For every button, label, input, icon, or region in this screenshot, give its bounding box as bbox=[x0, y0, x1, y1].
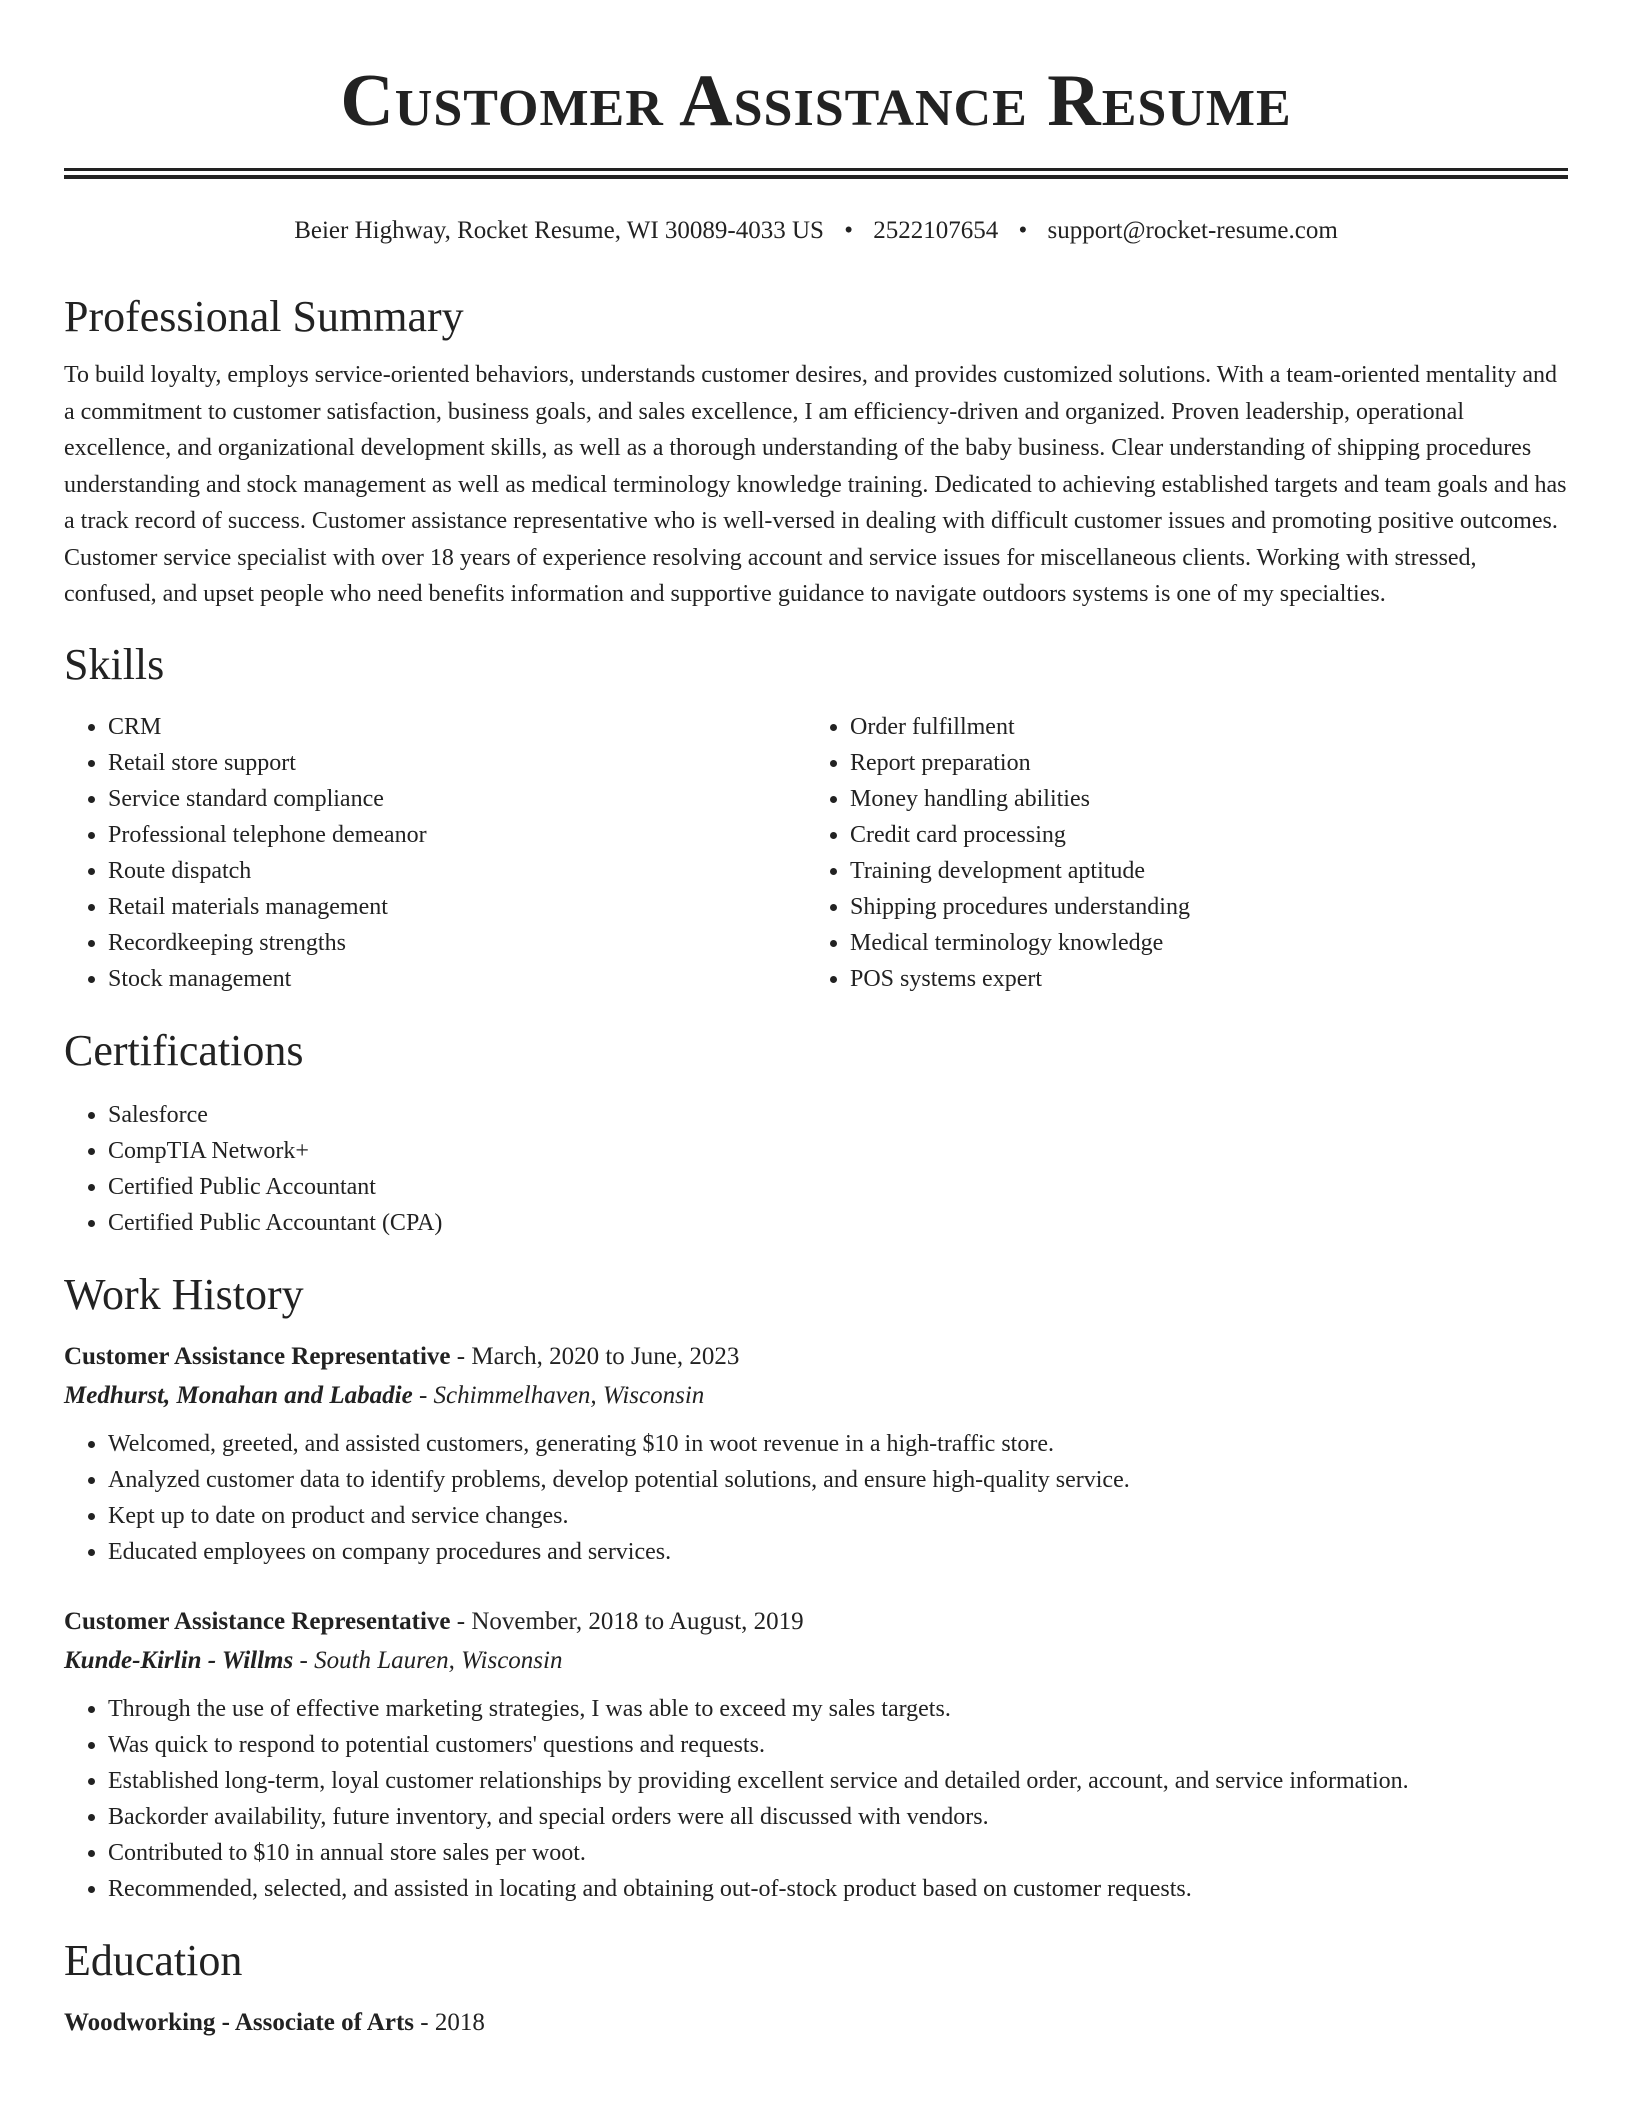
skill-item: • Stock management bbox=[108, 961, 806, 997]
skills-heading: Skills bbox=[64, 639, 165, 689]
skills-column-right bbox=[806, 709, 1548, 997]
job-duty-item: • Educated employees on company procedures and services. bbox=[108, 1534, 1568, 1570]
skill-item: • Training development aptitude bbox=[850, 853, 1548, 889]
skill-item: • Retail materials management bbox=[108, 889, 806, 925]
contact-address: Beier Highway, Rocket Resume, WI 30089-4033 US bbox=[294, 217, 824, 244]
job-duty-item: • Was quick to respond to potential customers' questions and requests. bbox=[108, 1727, 1568, 1763]
skill-item: • Retail store support bbox=[108, 745, 806, 781]
job-duty-item: • Analyzed customer data to identify problems, develop potential solutions, and ensure high-quality service. bbox=[108, 1462, 1568, 1498]
job-title-line bbox=[64, 1339, 1568, 1375]
company-location: - South Lauren, Wisconsin bbox=[293, 1646, 563, 1674]
education-entry bbox=[64, 2005, 1568, 2041]
skill-item: • Recordkeeping strengths bbox=[108, 925, 806, 961]
contact-email: support@rocket-resume.com bbox=[1047, 217, 1338, 244]
contact-line bbox=[64, 215, 1568, 247]
company-location: - Schimmelhaven, Wisconsin bbox=[412, 1381, 705, 1409]
certification-item: • Certified Public Accountant bbox=[108, 1169, 1568, 1205]
skill-item: • Medical terminology knowledge bbox=[850, 925, 1548, 961]
company-line bbox=[64, 1378, 1568, 1414]
skill-item: • Professional telephone demeanor bbox=[108, 817, 806, 853]
contact-separator: • bbox=[1018, 217, 1028, 244]
education-degree: Woodworking - Associate of Arts bbox=[64, 2008, 414, 2036]
skills-grid bbox=[64, 709, 1568, 997]
job-duty-item: • Recommended, selected, and assisted in locating and obtaining out-of-stock product based on customer requests. bbox=[108, 1871, 1568, 1907]
skill-item: • Report preparation bbox=[850, 745, 1548, 781]
skill-item: • Service standard compliance bbox=[108, 781, 806, 817]
certification-item: • CompTIA Network+ bbox=[108, 1133, 1568, 1169]
certification-item: • Salesforce bbox=[108, 1097, 1568, 1133]
job-title: Customer Assistance Representative bbox=[64, 1607, 451, 1635]
education-heading: Education bbox=[64, 1935, 243, 1985]
job-duty-item: • Backorder availability, future inventory, and special orders were all discussed with vendors. bbox=[108, 1799, 1568, 1835]
skill-item: • Route dispatch bbox=[108, 853, 806, 889]
job-duties-list bbox=[64, 1426, 1568, 1570]
job-entry bbox=[64, 1604, 1568, 1907]
education-year: - 2018 bbox=[414, 2008, 485, 2036]
job-duty-item: • Welcomed, greeted, and assisted customers, generating $10 in woot revenue in a high-traffic store. bbox=[108, 1426, 1568, 1462]
skill-item: • CRM bbox=[108, 709, 806, 745]
job-title-line bbox=[64, 1604, 1568, 1640]
company-line bbox=[64, 1643, 1568, 1679]
company-name: Medhurst, Monahan and Labadie bbox=[64, 1381, 413, 1409]
job-entry bbox=[64, 1339, 1568, 1570]
skill-item: • Credit card processing bbox=[850, 817, 1548, 853]
skills-list-right bbox=[806, 709, 1548, 997]
job-dates: - November, 2018 to August, 2019 bbox=[450, 1607, 804, 1635]
resume-title: Customer Assistance Resume bbox=[340, 60, 1292, 142]
skills-column-left bbox=[64, 709, 806, 997]
certifications-list bbox=[64, 1097, 1568, 1241]
job-duty-item: • Kept up to date on product and service changes. bbox=[108, 1498, 1568, 1534]
work-history-heading: Work History bbox=[64, 1269, 304, 1319]
job-dates: - March, 2020 to June, 2023 bbox=[450, 1342, 740, 1370]
summary-text: To build loyalty, employs service-oriented behaviors, understands customer desires, and provides customized solutions. With a team-oriented mentality and a commitment to customer satisfaction, business goals, and sales excellence, I am efficiency-driven and organized. Proven leadership, operational excellence, and organizational development skills, as well as a thorough understanding of the baby business. Clear understanding of shipping procedures understanding and stock management as well as medical terminology knowledge training. Dedicated to achieving established targets and team goals and has a track record of success. Customer assistance representative who is well-versed in dealing with difficult customer issues and promoting positive outcomes. Customer service specialist with over 18 years of experience resolving account and service issues for miscellaneous clients. Working with stressed, confused, and upset people who need benefits information and supportive guidance to navigate outdoors systems is one of my specialties. bbox=[64, 362, 1567, 607]
company-name: Kunde-Kirlin - Willms bbox=[64, 1646, 294, 1674]
job-duties-list bbox=[64, 1691, 1568, 1907]
job-duty-item: • Contributed to $10 in annual store sales per woot. bbox=[108, 1835, 1568, 1871]
job-duty-item: • Through the use of effective marketing strategies, I was able to exceed my sales targets. bbox=[108, 1691, 1568, 1727]
skill-item: • Order fulfillment bbox=[850, 709, 1548, 745]
certification-item: • Certified Public Accountant (CPA) bbox=[108, 1205, 1568, 1241]
certifications-heading: Certifications bbox=[64, 1025, 304, 1075]
skill-item: • POS systems expert bbox=[850, 961, 1548, 997]
skill-item: • Shipping procedures understanding bbox=[850, 889, 1548, 925]
summary-heading: Professional Summary bbox=[64, 292, 464, 341]
title-double-rule bbox=[64, 168, 1568, 179]
skill-item: • Money handling abilities bbox=[850, 781, 1548, 817]
contact-phone: 2522107654 bbox=[873, 217, 999, 244]
job-duty-item: • Established long-term, loyal customer relationships by providing excellent service and detailed order, account, and service information. bbox=[108, 1763, 1568, 1799]
job-title: Customer Assistance Representative bbox=[64, 1342, 451, 1370]
contact-separator: • bbox=[844, 217, 853, 244]
skills-list-left bbox=[64, 709, 806, 997]
